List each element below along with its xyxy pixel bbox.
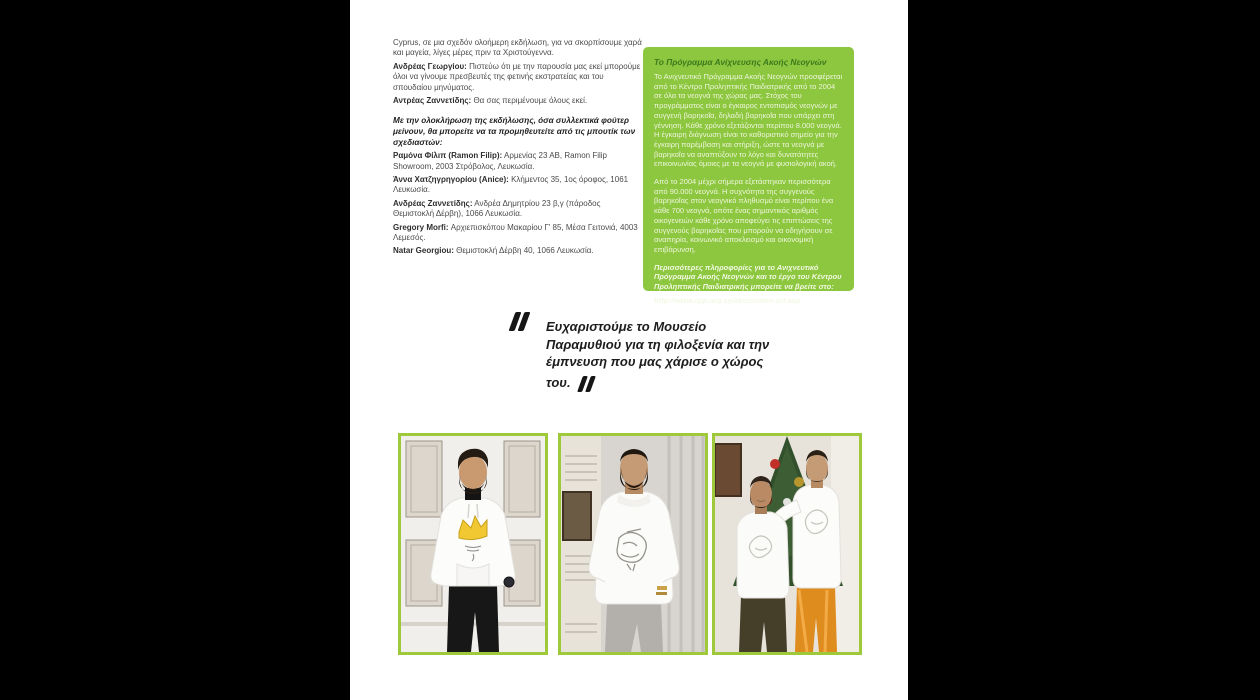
photo-crown-hoodie xyxy=(398,433,548,655)
article-paragraph xyxy=(393,62,643,93)
info-box-title: Το Πρόγραμμα Ανίχνευσης Ακοής Νεογνών xyxy=(654,57,827,67)
speaker-name: Ανδρέας Γεωργίου: xyxy=(393,61,467,71)
info-box-paragraph: Το Ανιχνευτικό Πρόγραμμα Ακοής Νεογνών προσφέρεται από το Κέντρο Προληπτικής Παιδιατρικής από το 2004 σε όλα τα νεογνά της χώρας μας. Στόχος του προγράμματος είναι ο έγκαιρος εντοπισμός νεογνών με συγγενή βαρηκοΐα, δηλαδή βαρηκοΐα που υπάρχει στη γέννηση. Κάθε χρόνο εξετάζονται περίπου 8.000 νεογνά. Η έγκαιρη διάγνωση είναι το καθοριστικό σημείο για την έγκαιρη παρέμβαση και στήριξη, ώστε τα νεογνά με βαρηκοΐα να αναπτύξουν το λόγο και δυνατότητες επικοινωνίας όμοιες με τα νεογνά με φυσιολογική ακοή. xyxy=(654,72,843,169)
designer-address: Ανδρέα Δημητρίου 23 β,γ (πάροδος Θεμιστοκλή Δέρβη), 1066 Λευκωσία. xyxy=(393,198,601,219)
photo-oversized-hoodie xyxy=(558,433,708,655)
designer-name: Ανδρέας Ζαννετίδης: xyxy=(393,198,473,208)
magazine-page xyxy=(350,0,908,700)
designer-name: Natar Georgiou: xyxy=(393,246,454,256)
open-quote-icon xyxy=(512,312,527,331)
designer-address: Κλήμεντος 35, 1ος όροφος, 1061 Λευκωσία. xyxy=(393,175,629,195)
designer-name: Gregory Morfi: xyxy=(393,222,449,232)
paragraph-text: Πιστεύω ότι με την παρουσία μας εκεί μπορούμε όλοι να γίνουμε πρεσβευτές της φετινής εκστρατείας και του σπουδαίου μηνύματος. xyxy=(393,61,641,92)
info-box-paragraph: Από το 2004 μέχρι σήμερα εξετάστηκαν περισσότερα από 90.000 νεογνά. Η συχνότητα της συγγενούς βαρηκοΐας στον νεογνικό πληθυσμό είναι περίπου ένα κάθε 700 νεογνά, οπότε ένας σημαντικός αριθμός οικογενειών κάθε χρόνο αποφεύγει τις επιπτώσεις της συγγενούς βαρηκοΐας που μπορούν να οδηγήσουν σε αναπηρία, κοινωνικό αποκλεισμό και οικονομική επιβάρυνση. xyxy=(654,177,834,254)
article-paragraph xyxy=(393,96,643,106)
article-column xyxy=(393,38,643,260)
designer-entry xyxy=(393,151,643,172)
speaker-name: Αντρέας Ζαννετίδης: xyxy=(393,96,472,106)
paragraph-text: Θα σας περιμένουμε όλους εκεί. xyxy=(471,96,588,106)
photo-oversized-hoodie-illustration xyxy=(561,436,705,652)
designer-entry xyxy=(393,246,643,256)
designer-name: Ραμόνα Φίλιπ (Ramon Filip): xyxy=(393,151,503,161)
boutique-intro: Με την ολοκλήρωση της εκδήλωσης, όσα συλλεκτικά φούτερ μείνουν, θα μπορείτε να τα προμηθευτείτε από τις μπουτίκ των σχεδιαστών: xyxy=(393,116,636,147)
info-box-more-info: Περισσότερες πληροφορίες για το Ανιχνευτικό Πρόγραμμα Ακοής Νεογνών και το έργο του Κέντρου Προληπτικής Παιδιατρικής μπορείτε να βρείτε στο: xyxy=(654,262,842,292)
close-quote-icon xyxy=(580,376,593,392)
pull-quote xyxy=(546,318,784,391)
designer-entry xyxy=(393,223,643,244)
photo-two-men-christmas xyxy=(712,433,862,655)
pull-quote-text: Ευχαριστούμε το Μουσείο Παραμυθιού για τη φιλοξενία και την έμπνευση που μας χάρισε ο χώρος του. xyxy=(546,319,770,390)
designer-address: Αρχιεπισκόπου Μακαρίου Γ' 85, Μέσα Γειτονιά, 4003 Λεμεσός. xyxy=(393,222,638,243)
photo-crown-hoodie-illustration xyxy=(401,436,545,652)
photo-strip xyxy=(350,433,908,655)
designer-address: Αρμενίας 23 ΑΒ, Ramon Filip Showroom, 2003 Στρόβολος, Λευκωσία. xyxy=(393,151,608,171)
info-box xyxy=(643,47,854,305)
designer-entry xyxy=(393,199,643,220)
photo-two-men-christmas-illustration xyxy=(715,436,859,652)
designer-address: Θεμιστοκλή Δέρβη 40, 1066 Λευκωσία. xyxy=(453,246,594,256)
article-paragraph xyxy=(393,38,643,59)
paragraph-text: Cyprus, σε μια σχεδόν ολοήμερη εκδήλωση, για να σκορπίσουμε χαρά και μαγεία, λίγες μέρες πριν τα Χριστούγεννα. xyxy=(393,38,642,58)
info-box-url-link[interactable]: http://www.cpp.org.cy/akoiscreen-art.asp xyxy=(654,295,801,305)
designer-entry xyxy=(393,175,643,196)
designer-name: Άννα Χατζηγρηγορίου (Anice): xyxy=(393,175,509,185)
